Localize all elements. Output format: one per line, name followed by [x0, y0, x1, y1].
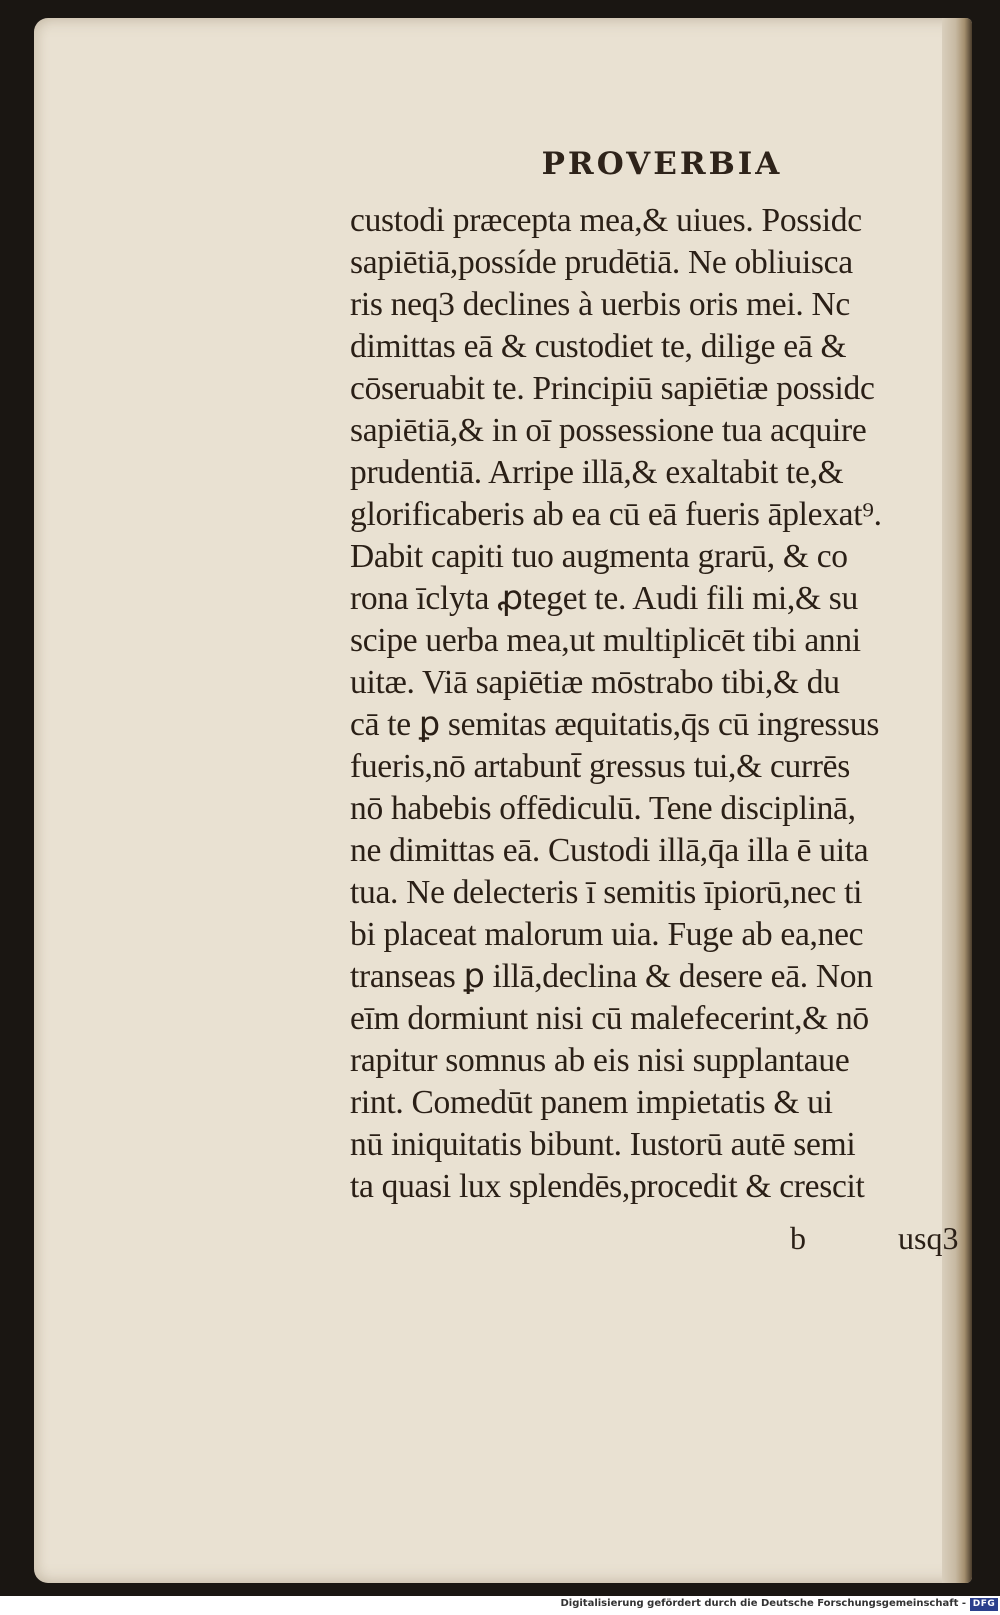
- text-line: bi placeat malorum uia. Fuge ab ea,nec: [350, 916, 864, 953]
- text-line: prudentiā. Arripe illā,& exaltabit te,&: [350, 454, 844, 491]
- dfg-logo: DFG: [970, 1598, 998, 1611]
- text-line: nū iniquitatis bibunt. Iustorū autē semi: [350, 1126, 856, 1163]
- text-line: nō habebis offēdiculū. Tene disciplinā,: [350, 790, 856, 827]
- text-line: custodi præcepta mea,& uiues. Possidc: [350, 202, 862, 239]
- text-line: fueris,nō artabunt̄ gressus tui,& currēs: [350, 748, 850, 785]
- text-line: ris neq3 declines à uerbis oris mei. Nc: [350, 286, 850, 323]
- text-line: rona īclyta ꝓteget te. Audi fili mi,& su: [350, 580, 858, 617]
- text-line: tua. Ne delecteris ī semitis īpiorū,nec ti: [350, 874, 863, 911]
- text-line: rint. Comedūt panem impietatis & ui: [350, 1084, 833, 1121]
- text-line: sapiētiā,possíde prudētiā. Ne obliuisca: [350, 244, 853, 281]
- text-line: scipe uerba mea,ut multiplicēt tibi anni: [350, 622, 861, 659]
- text-line: Dabit capiti tuo augmenta grarū, & co: [350, 538, 848, 575]
- text-line: cā te ꝑ semitas æquitatis,q̄s cū ingressus: [350, 706, 880, 743]
- text-line: cōseruabit te. Principiū sapiētiæ possidc: [350, 370, 875, 407]
- book-page: [34, 18, 972, 1583]
- funding-credit: Digitalisierung gefördert durch die Deutsche Forschungsgemeinschaft -: [560, 1598, 966, 1609]
- signature-mark: b: [790, 1220, 806, 1256]
- running-head: PROVERBIA: [541, 146, 783, 182]
- text-line: glorificaberis ab ea cū eā fueris āplexat⁹.: [350, 496, 882, 533]
- text-line: uitæ. Viā sapiētiæ mōstrabo tibi,& du: [350, 664, 840, 701]
- text-line: eīm dormiunt nisi cū malefecerint,& nō: [350, 1000, 869, 1037]
- text-line: rapitur somnus ab eis nisi supplantaue: [350, 1042, 850, 1079]
- body-text: [350, 200, 882, 1208]
- footer-bar: [0, 1596, 1000, 1615]
- text-line: sapiētiā,& in oī possessione tua acquire: [350, 412, 867, 449]
- page-fore-edge: [942, 18, 972, 1583]
- text-line: transeas ꝑ illā,declina & desere eā. Non: [350, 958, 873, 995]
- text-line: dimittas eā & custodiet te, dilige eā &: [350, 328, 847, 365]
- text-line: ta quasi lux splendēs,procedit & crescit: [350, 1168, 865, 1205]
- text-line: ne dimittas eā. Custodi illā,q̄a illa ē uita: [350, 832, 869, 869]
- catchword: usq3: [898, 1220, 959, 1256]
